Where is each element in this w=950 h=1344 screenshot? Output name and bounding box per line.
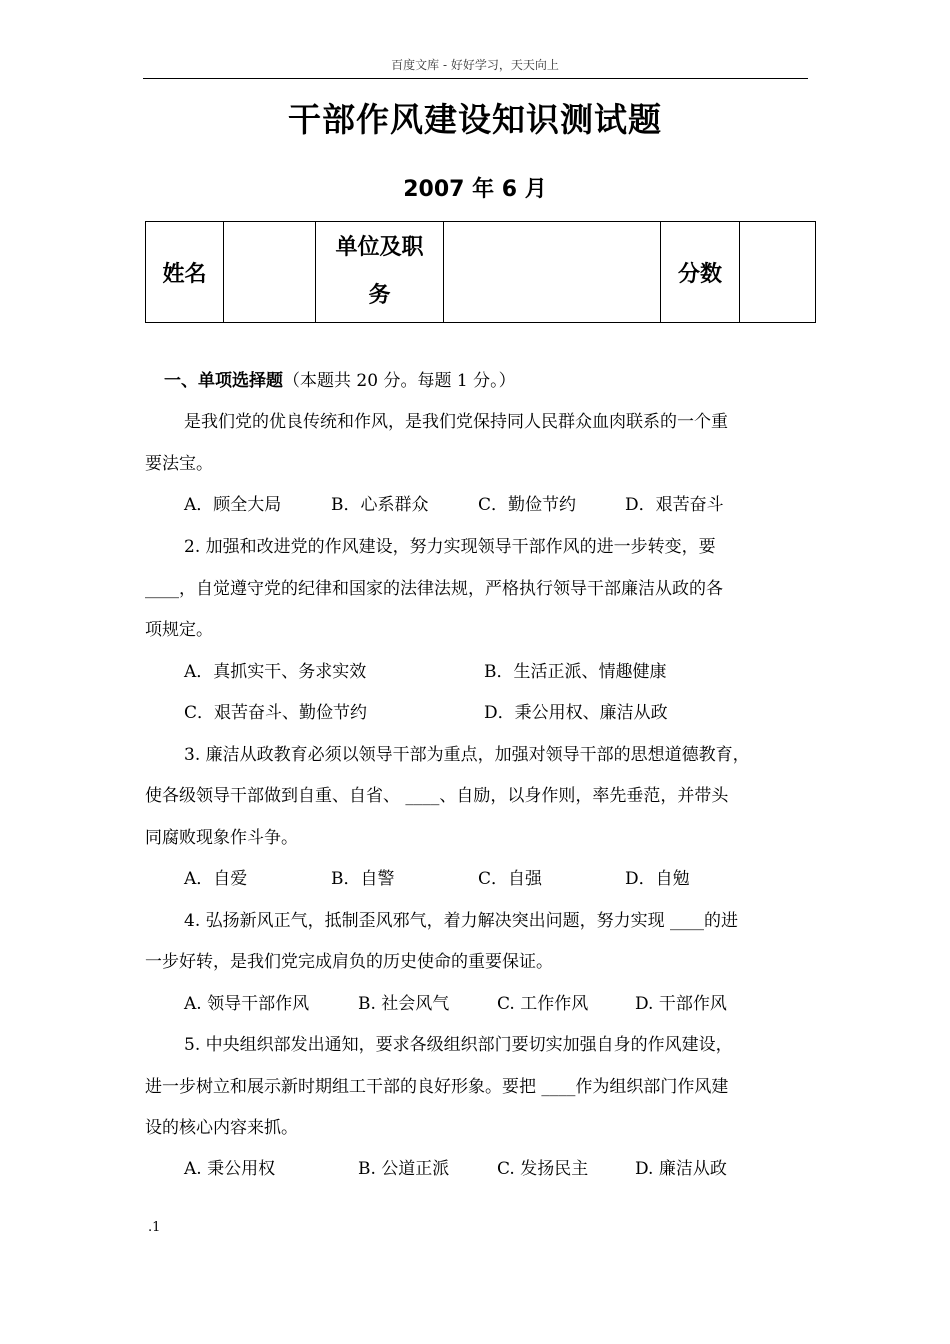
info-table-row: [146, 222, 816, 323]
q2-option-a[interactable]: A．真抓实干、务求实效: [184, 662, 367, 682]
q5-option-b[interactable]: B. 公道正派: [358, 1159, 450, 1179]
q5-option-d[interactable]: D. 廉洁从政: [635, 1159, 727, 1179]
q4-line-2: 一步好转，是我们党完成肩负的历史使命的重要保证。: [145, 952, 553, 972]
section-title: 一、单项选择题: [164, 371, 283, 391]
q4-line-1: 4. 弘扬新风正气，抵制歪风邪气，着力解决突出问题，努力实现 ____的进: [184, 911, 739, 931]
q5-option-c[interactable]: C. 发扬民主: [497, 1159, 589, 1179]
q3-line-3: 同腐败现象作斗争。: [145, 828, 298, 848]
name-label: 姓名: [146, 222, 224, 323]
q3-option-c[interactable]: C．自强: [478, 869, 543, 889]
q5-option-a[interactable]: A. 秉公用权: [184, 1159, 276, 1179]
score-label: 分数: [661, 222, 740, 323]
q5-line-1: 5. 中央组织部发出通知，要求各级组织部门要切实加强自身的作风建设，: [184, 1035, 733, 1055]
unit-label: 单位及职务: [335, 235, 424, 308]
q3-line-1: 3. 廉洁从政教育必须以领导干部为重点，加强对领导干部的思想道德教育，: [184, 745, 750, 765]
document-title: 干部作风建设知识测试题: [288, 100, 662, 139]
section-heading: [164, 370, 834, 392]
section-note: （本题共 20 分。每题 1 分。）: [283, 371, 516, 391]
q3-line-2: 使各级领导干部做到自重、自省、 ____、自励，以身作则，率先垂范，并带头: [145, 786, 729, 806]
q4-option-a[interactable]: A. 领导干部作风: [184, 994, 310, 1014]
q2-option-d[interactable]: D．秉公用权、廉洁从政: [484, 703, 668, 723]
q2-line-3: 项规定。: [145, 620, 213, 640]
q1-option-d[interactable]: D．艰苦奋斗: [625, 495, 724, 515]
page-header: 百度文库 - 好好学习，天天向上: [391, 58, 559, 72]
q3-option-a[interactable]: A．自爱: [184, 869, 248, 889]
score-field[interactable]: [740, 222, 816, 323]
q4-option-d[interactable]: D. 干部作风: [635, 994, 727, 1014]
q5-line-2: 进一步树立和展示新时期组工干部的良好形象。要把 ____作为组织部门作风建: [145, 1077, 729, 1097]
q2-line-1: 2. 加强和改进党的作风建设，努力实现领导干部作风的进一步转变，要: [184, 537, 716, 557]
document-date: 2007 年 6 月: [403, 177, 547, 202]
unit-field[interactable]: [444, 222, 661, 323]
q5-line-3: 设的核心内容来抓。: [145, 1118, 298, 1138]
q3-option-d[interactable]: D．自勉: [625, 869, 690, 889]
q1-line-2: 要法宝。: [145, 454, 213, 474]
q3-option-b[interactable]: B．自警: [331, 869, 395, 889]
q1-option-b[interactable]: B．心系群众: [331, 495, 429, 515]
name-field[interactable]: [224, 222, 316, 323]
unit-label-cell: [316, 222, 444, 323]
q4-option-c[interactable]: C. 工作作风: [497, 994, 589, 1014]
q1-line-1: 是我们党的优良传统和作风，是我们党保持同人民群众血肉联系的一个重: [184, 412, 728, 432]
q2-option-c[interactable]: C．艰苦奋斗、勤俭节约: [184, 703, 368, 723]
info-table: [145, 221, 816, 323]
q2-line-2: ____，自觉遵守党的纪律和国家的法律法规，严格执行领导干部廉洁从政的各: [145, 579, 723, 599]
q1-option-c[interactable]: C．勤俭节约: [478, 495, 577, 515]
header-rule: [143, 78, 808, 79]
page-number: .1: [148, 1220, 161, 1235]
q2-option-b[interactable]: B．生活正派、情趣健康: [484, 662, 667, 682]
q1-option-a[interactable]: A．顾全大局: [184, 495, 282, 515]
q4-option-b[interactable]: B. 社会风气: [358, 994, 450, 1014]
